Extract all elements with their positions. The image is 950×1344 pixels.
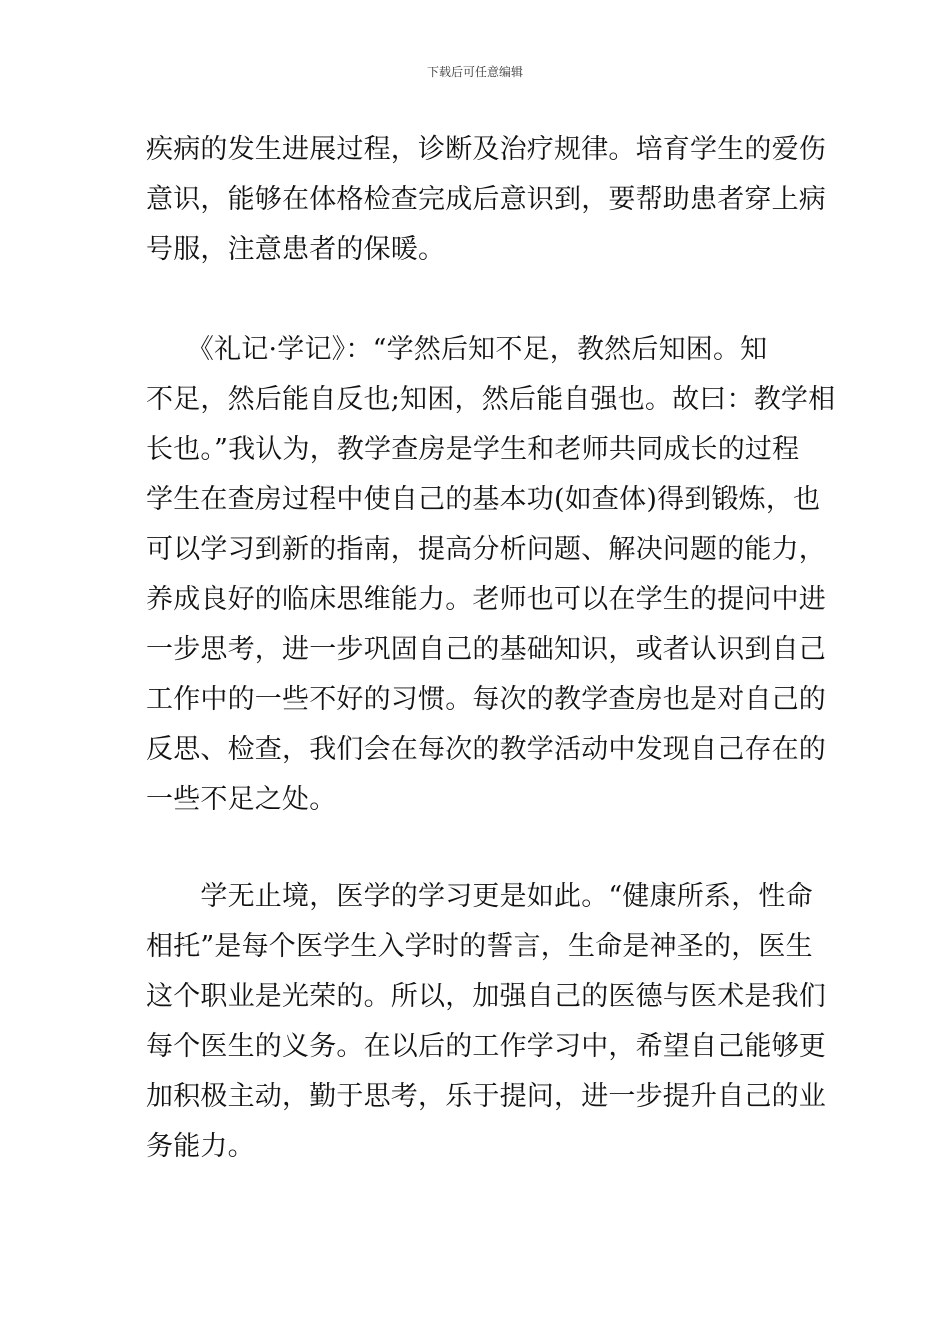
paragraph-line: 一些不足之处。 <box>146 784 337 815</box>
paragraph-line: 长也。”我认为，教学查房是学生和老师共同成长的过程 <box>146 434 800 465</box>
paragraph-line: 加积极主动，勤于思考，乐于提问，进一步提升自己的业 <box>146 1081 826 1112</box>
paragraph-line: 《礼记·学记》：“学然后知不足，教然后知困。知 <box>146 334 768 365</box>
page-header: 下载后可任意编辑 <box>426 65 523 79</box>
paragraph-line: 不足，然后能自反也;知困，然后能自强也。故曰：教学相 <box>146 384 836 415</box>
paragraph-line: 务能力。 <box>146 1131 255 1162</box>
paragraph-line: 养成良好的临床思维能力。老师也可以在学生的提问中进 <box>146 584 826 615</box>
paragraph-line: 意识，能够在体格检查完成后意识到，要帮助患者穿上病 <box>146 184 826 215</box>
paragraph-line: 每个医生的义务。在以后的工作学习中，希望自己能够更 <box>146 1031 826 1062</box>
paragraph-line: 学生在查房过程中使自己的基本功(如查体)得到锻炼，也 <box>146 484 821 515</box>
paragraph-line: 工作中的一些不好的习惯。每次的教学查房也是对自己的 <box>146 684 826 715</box>
paragraph-line: 这个职业是光荣的。所以，加强自己的医德与医术是我们 <box>146 981 826 1012</box>
paragraph-line: 号服，注意患者的保暖。 <box>146 234 446 265</box>
paragraph-line: 相托”是每个医学生入学时的誓言，生命是神圣的，医生 <box>146 931 813 962</box>
paragraph-line: 可以学习到新的指南，提高分析问题、解决问题的能力， <box>146 534 826 565</box>
paragraph-line: 反思、检查，我们会在每次的教学活动中发现自己存在的 <box>146 734 826 765</box>
paragraph-line: 一步思考，进一步巩固自己的基础知识，或者认识到自己 <box>146 634 826 665</box>
paragraph-line: 学无止境，医学的学习更是如此。“健康所系，性命 <box>146 881 813 912</box>
paragraph-line: 疾病的发生进展过程，诊断及治疗规律。培育学生的爱伤 <box>146 134 826 165</box>
